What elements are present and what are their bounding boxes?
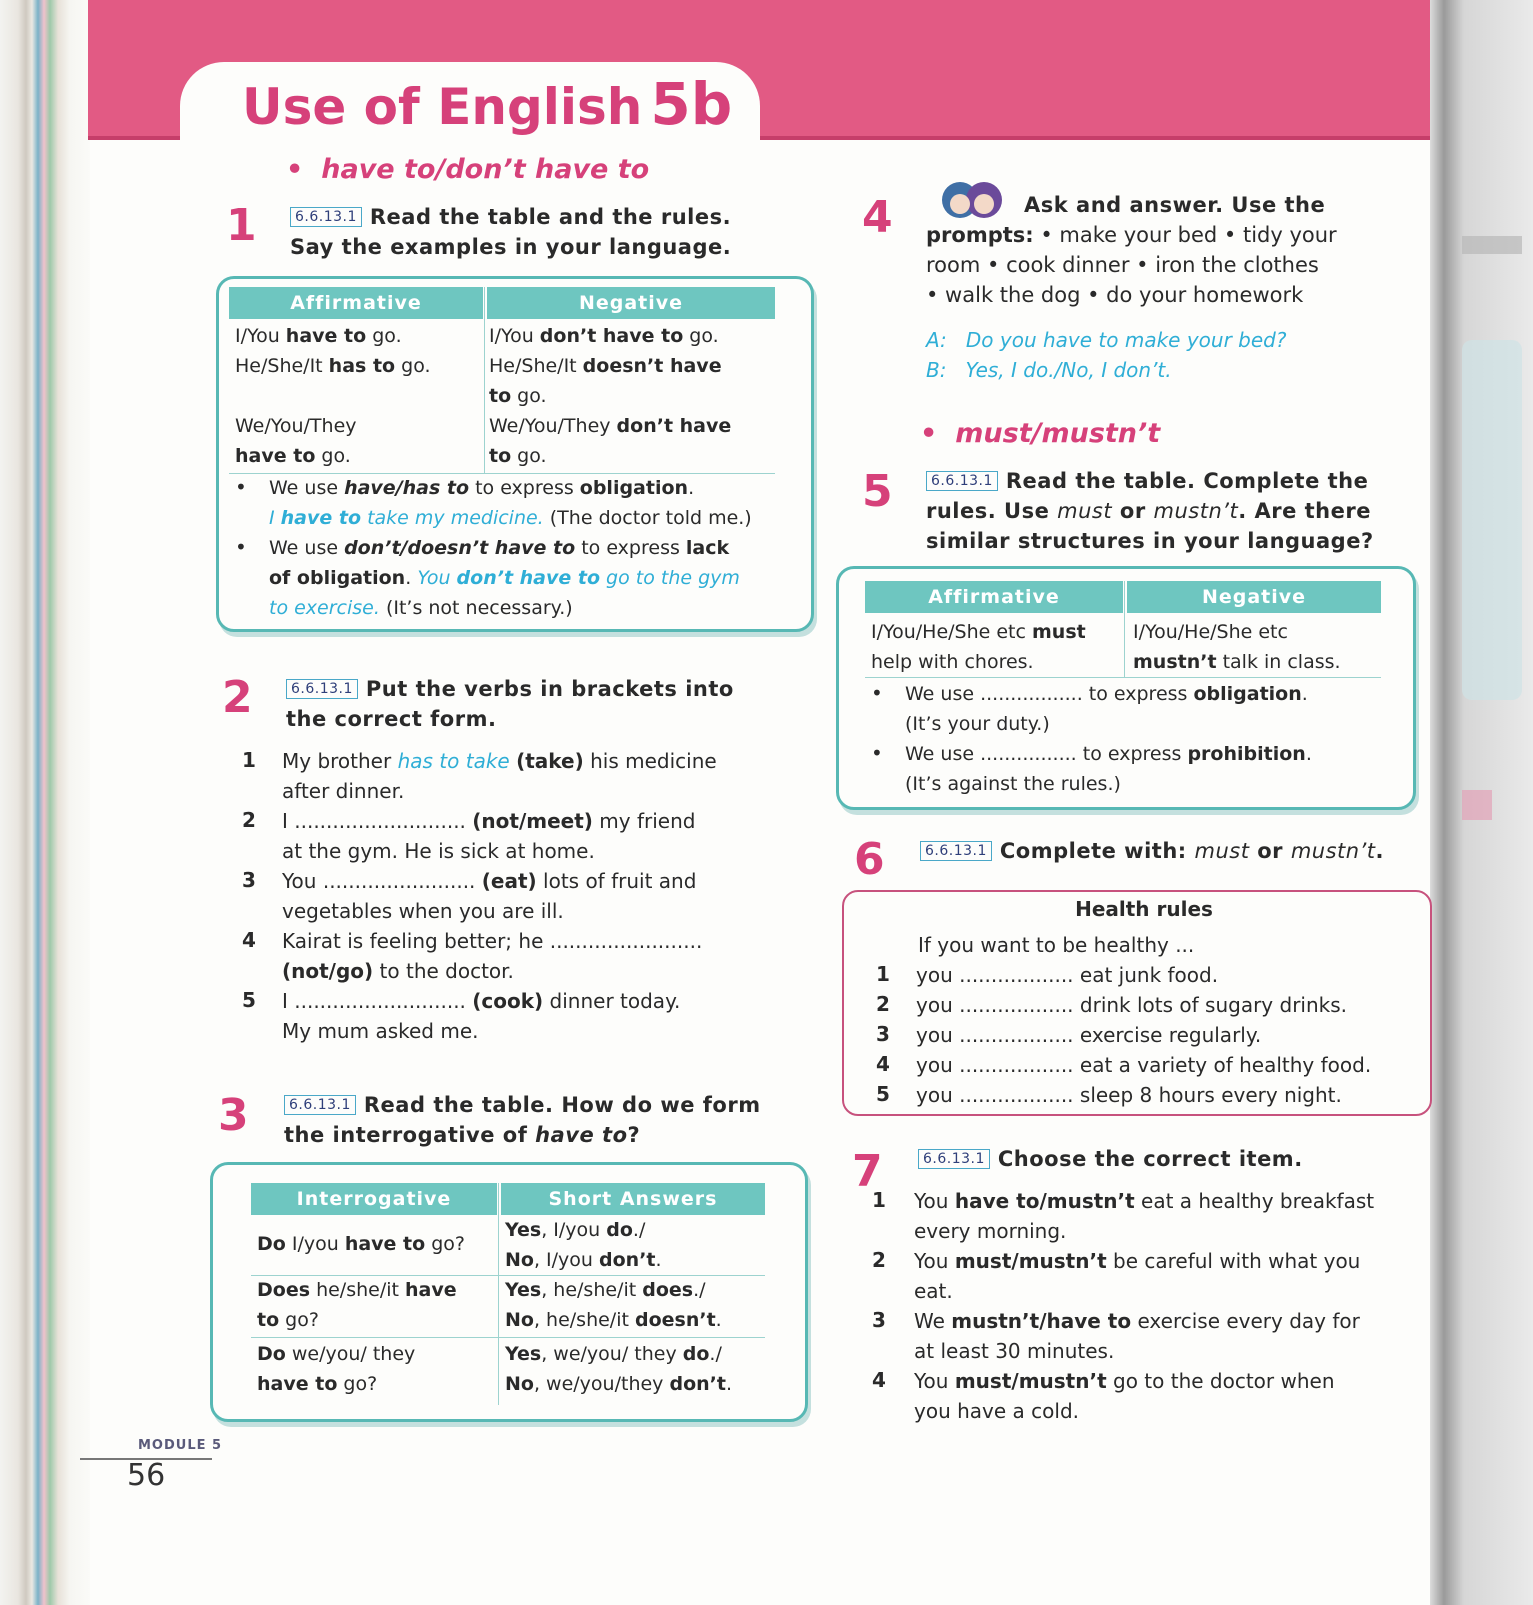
exercise-number: 7 xyxy=(852,1146,883,1197)
text-span: , I/you xyxy=(541,1219,607,1241)
text-span: I xyxy=(269,507,281,529)
column-header: Affirmative xyxy=(865,581,1123,613)
table-cell xyxy=(257,1339,415,1399)
text-span: . xyxy=(688,477,695,499)
instruction-line: the correct form. xyxy=(286,707,497,731)
text-span: , we/you/they xyxy=(533,1373,670,1395)
instruction-line: Read the table. How do we form xyxy=(363,1093,761,1117)
column-divider xyxy=(484,287,485,473)
column-header: Negative xyxy=(1127,581,1381,613)
curriculum-code: 6.6.13.1 xyxy=(918,1149,990,1169)
item-number: 3 xyxy=(242,868,256,892)
text-span: We/You/They xyxy=(489,415,617,437)
text-span: go? xyxy=(337,1373,378,1395)
text-span xyxy=(974,194,994,214)
rule-text xyxy=(905,739,1312,799)
text-span: I/You/He/She etc xyxy=(1133,621,1288,643)
text-span: mustn’t xyxy=(1153,499,1239,523)
item-text: every morning. xyxy=(914,1219,1067,1243)
text-span: mustn’t xyxy=(1133,651,1217,673)
list-item xyxy=(282,866,792,926)
text-span: A: xyxy=(926,328,947,352)
item-text: you have a cold. xyxy=(914,1399,1079,1423)
text-span: I/You xyxy=(489,325,540,347)
text-span xyxy=(344,477,469,499)
choice-options: mustn’t/have to xyxy=(951,1309,1132,1333)
title-number: 5b xyxy=(650,70,733,138)
box-intro: If you want to be healthy ... xyxy=(918,933,1195,957)
item-text: My mum asked me. xyxy=(282,1019,479,1043)
exercise-number: 6 xyxy=(854,834,885,885)
item-text: I ........................... xyxy=(282,989,473,1013)
grammar-box xyxy=(210,1162,808,1422)
text-span: rules. Use xyxy=(926,499,1058,523)
text-span: have to xyxy=(235,445,316,467)
item-text: We xyxy=(914,1309,952,1333)
text-span: take my medicine. xyxy=(361,507,544,529)
text-span: No xyxy=(505,1373,534,1395)
text-span: We use ................. to express xyxy=(905,683,1194,705)
column-header: Interrogative xyxy=(251,1183,497,1215)
list-item: you .................. exercise regularly. xyxy=(916,1023,1262,1047)
text-span: or xyxy=(1112,499,1154,523)
table-cell xyxy=(1133,617,1341,677)
text-span: Does xyxy=(257,1279,311,1301)
dialogue-line xyxy=(926,355,1172,385)
text-span: prohibition xyxy=(1187,743,1306,765)
text-span: help with chores. xyxy=(871,651,1034,673)
text-span: do xyxy=(606,1219,633,1241)
grammar-box xyxy=(216,276,814,632)
text-span: Do xyxy=(257,1343,286,1365)
text-span: , we/you/ they xyxy=(541,1343,683,1365)
table-cell xyxy=(235,351,431,381)
item-text: You ........................ xyxy=(282,869,482,893)
text-span: Yes xyxy=(505,1343,542,1365)
text-span: (It’s your duty.) xyxy=(905,713,1050,735)
page-edge xyxy=(0,0,90,1605)
text-span: , he/she/it xyxy=(533,1309,635,1331)
text-span: he/she/it xyxy=(310,1279,406,1301)
table-cell xyxy=(489,321,719,351)
text-span: we/you/ they xyxy=(285,1343,416,1365)
text-span: or xyxy=(1249,839,1291,863)
item-text: to the doctor. xyxy=(373,959,514,983)
item-number: 1 xyxy=(876,962,890,986)
text-span: obligation xyxy=(1193,683,1302,705)
text-span: We use ................ to express xyxy=(905,743,1188,765)
item-text: I ........................... xyxy=(282,809,473,833)
dialogue-line xyxy=(926,325,1286,355)
text-span: B: xyxy=(926,358,947,382)
text-span: don’t have to xyxy=(456,567,601,589)
text-span: Yes xyxy=(505,1219,542,1241)
text-span: go. xyxy=(683,325,719,347)
text-span: have to xyxy=(285,325,367,347)
choice-options: have to/mustn’t xyxy=(954,1189,1135,1213)
bullet-icon: • xyxy=(871,741,883,765)
text-span: to xyxy=(257,1309,280,1331)
text-span: He/She/It xyxy=(489,355,583,377)
exercise-instruction xyxy=(290,202,731,262)
text-span: Yes, I do./No, I don’t. xyxy=(965,358,1172,382)
row-divider xyxy=(865,677,1381,678)
rule-text xyxy=(269,473,779,533)
text-span: Do xyxy=(257,1233,286,1255)
text-span: . Are there xyxy=(1238,499,1371,523)
bullet-icon: • xyxy=(286,154,304,185)
text-span: doesn’t xyxy=(634,1309,716,1331)
exercise-instruction: Ask and answer. Use the xyxy=(1024,193,1326,217)
text-span: , he/she/it xyxy=(541,1279,643,1301)
text-span: (The doctor told me.) xyxy=(543,507,752,529)
text-span: (It’s not necessary.) xyxy=(379,597,573,619)
table-cell xyxy=(257,1229,465,1259)
spine-mark xyxy=(1462,340,1522,700)
text-span: (It’s against the rules.) xyxy=(905,773,1121,795)
text-span: to express xyxy=(575,537,686,559)
exercise-instruction xyxy=(284,1090,761,1150)
list-item xyxy=(914,1246,1430,1306)
text-span: doesn’t have xyxy=(582,355,722,377)
table-cell xyxy=(257,1275,457,1335)
instruction-line: Say the examples in your language. xyxy=(290,235,732,259)
spine-mark xyxy=(1462,236,1522,254)
text-span: I/you xyxy=(285,1233,345,1255)
item-text: at least 30 minutes. xyxy=(914,1339,1115,1363)
rule-text xyxy=(269,533,779,623)
curriculum-code: 6.6.13.1 xyxy=(284,1095,356,1115)
text-span: go. xyxy=(511,445,547,467)
list-item: you .................. eat a variety of healthy food. xyxy=(916,1053,1372,1077)
item-number: 4 xyxy=(242,928,256,952)
text-span: I/You/He/She etc xyxy=(871,621,1032,643)
table-cell xyxy=(235,411,357,471)
bullet-icon: • xyxy=(920,418,938,449)
list-item xyxy=(914,1186,1430,1246)
bullet-icon: • xyxy=(871,681,883,705)
text-span: Do you have to make your bed? xyxy=(965,328,1287,352)
item-text: be careful with what you xyxy=(1106,1249,1361,1273)
text-span: We/You/They xyxy=(235,415,357,437)
choice-options: must/mustn’t xyxy=(954,1249,1107,1273)
item-text: his medicine xyxy=(583,749,717,773)
text-span: does xyxy=(642,1279,694,1301)
module-label: MODULE 5 xyxy=(138,1438,223,1453)
choice-options: must/mustn’t xyxy=(954,1369,1107,1393)
item-number: 1 xyxy=(872,1188,886,1212)
verb-prompt: (cook) xyxy=(472,989,544,1013)
text-span: He/She/It xyxy=(235,355,329,377)
text-span: Read the table. Complete the xyxy=(1005,469,1369,493)
item-text: eat. xyxy=(914,1279,953,1303)
list-item: you .................. sleep 8 hours every night. xyxy=(916,1083,1342,1107)
list-item xyxy=(282,986,792,1046)
exercise-number: 4 xyxy=(862,192,893,243)
exercise-number: 5 xyxy=(862,466,893,517)
health-rules-box xyxy=(842,890,1432,1116)
item-text: You xyxy=(914,1249,955,1273)
list-item xyxy=(282,806,792,866)
section-label: must/mustn’t xyxy=(955,418,1161,449)
section-heading-have-to xyxy=(286,154,649,185)
text-span: lack xyxy=(685,537,730,559)
spine-mark xyxy=(1462,790,1492,820)
exercise-instruction xyxy=(918,1144,1303,1174)
item-text: vegetables when you are ill. xyxy=(282,899,564,923)
text-span: to exercise. xyxy=(269,597,380,619)
column-header: Short Answers xyxy=(501,1183,765,1215)
text-span: must xyxy=(1057,499,1113,523)
text-span: Complete with: xyxy=(999,839,1195,863)
table-cell xyxy=(505,1339,732,1399)
verb-prompt: (take) xyxy=(516,749,584,773)
item-text: eat a healthy breakfast xyxy=(1134,1189,1375,1213)
text-span: prompts: xyxy=(926,223,1034,247)
text-span: don’t have to xyxy=(539,325,684,347)
text-span: have to xyxy=(344,1233,426,1255)
text-span: similar structures in your language? xyxy=(926,529,1374,553)
list-item: you .................. drink lots of sugary drinks. xyxy=(916,993,1348,1017)
text-span: No xyxy=(505,1249,534,1271)
text-span: go. xyxy=(511,385,547,407)
text-span: . xyxy=(715,1309,722,1331)
table-cell xyxy=(489,351,722,411)
grammar-box xyxy=(836,566,1416,810)
text-span: ./ xyxy=(693,1279,706,1301)
text-span: We use xyxy=(269,537,345,559)
table-cell xyxy=(489,411,731,471)
exercise-instruction xyxy=(926,466,1374,556)
column-header: Negative xyxy=(487,287,775,319)
prompts-text xyxy=(926,220,1406,310)
answer-example: has to take xyxy=(397,749,510,773)
text-span: the interrogative of xyxy=(284,1123,536,1147)
text-span: You xyxy=(417,567,457,589)
table-cell xyxy=(235,321,402,351)
text-span: . xyxy=(1305,743,1312,765)
instruction-line: Read the table and the rules. xyxy=(369,205,732,229)
item-text: go to the doctor when xyxy=(1106,1369,1335,1393)
item-number: 2 xyxy=(876,992,890,1016)
text-span: ./ xyxy=(709,1343,722,1365)
text-span: have to xyxy=(535,1123,628,1147)
curriculum-code: 6.6.13.1 xyxy=(286,679,358,699)
column-divider xyxy=(498,1183,499,1405)
pair-work-icon xyxy=(934,176,1010,222)
text-span: have xyxy=(405,1279,457,1301)
text-span: go. xyxy=(315,445,351,467)
text-span: go. xyxy=(366,325,402,347)
text-span: ? xyxy=(627,1123,641,1147)
bullet-icon: • xyxy=(235,475,247,499)
list-item: you .................. eat junk food. xyxy=(916,963,1219,987)
item-text: lots of fruit and xyxy=(536,869,697,893)
section-label: have to/don’t have to xyxy=(321,154,650,185)
text-span: • make your bed • tidy your xyxy=(1033,223,1337,247)
curriculum-code: 6.6.13.1 xyxy=(920,841,992,861)
column-divider xyxy=(1124,581,1125,677)
text-span: go? xyxy=(425,1233,466,1255)
text-span: have/has to xyxy=(344,477,470,499)
column-header: Affirmative xyxy=(229,287,483,319)
text-span: must xyxy=(1194,839,1250,863)
item-number: 5 xyxy=(876,1082,890,1106)
text-span xyxy=(344,537,575,559)
item-text: after dinner. xyxy=(282,779,405,803)
text-span: ./ xyxy=(632,1219,646,1241)
table-cell xyxy=(871,617,1086,677)
text-span: don’t have xyxy=(616,415,732,437)
table-cell xyxy=(505,1275,722,1335)
title-text: Use of English xyxy=(242,78,643,136)
item-text: My brother xyxy=(282,749,398,773)
exercise-number: 2 xyxy=(222,672,253,723)
table-cell xyxy=(505,1215,662,1275)
item-text: Kairat is feeling better; he ........................ xyxy=(282,929,703,953)
list-item xyxy=(914,1306,1430,1366)
text-span: go. xyxy=(395,355,431,377)
text-span: must xyxy=(1032,621,1086,643)
text-span: go to the gym xyxy=(600,567,740,589)
rule-text xyxy=(905,679,1308,739)
text-span: talk in class. xyxy=(1216,651,1341,673)
text-span: , I/you xyxy=(533,1249,600,1271)
list-item xyxy=(914,1366,1430,1426)
text-span: have to xyxy=(280,507,362,529)
page-number: 56 xyxy=(127,1458,166,1493)
item-text: You xyxy=(914,1369,955,1393)
text-span: • walk the dog • do your homework xyxy=(926,283,1304,307)
text-span: mustn’t xyxy=(1290,839,1376,863)
text-span: I/You xyxy=(235,325,286,347)
verb-prompt: (eat) xyxy=(481,869,537,893)
item-text: exercise every day for xyxy=(1131,1309,1360,1333)
item-text: dinner today. xyxy=(543,989,681,1013)
text-span: . xyxy=(1375,839,1384,863)
verb-prompt: (not/go) xyxy=(282,959,374,983)
page-title xyxy=(242,70,732,138)
item-number: 3 xyxy=(876,1022,890,1046)
text-span: don’t xyxy=(599,1249,656,1271)
curriculum-code: 6.6.13.1 xyxy=(926,471,998,491)
item-text: at the gym. He is sick at home. xyxy=(282,839,595,863)
text-span: has to xyxy=(328,355,396,377)
item-number: 2 xyxy=(242,808,256,832)
text-span xyxy=(950,194,970,214)
text-span: obligation xyxy=(579,477,689,499)
curriculum-code: 6.6.13.1 xyxy=(290,207,362,227)
exercise-instruction xyxy=(920,836,1384,866)
text-span: to xyxy=(489,385,512,407)
text-span: do xyxy=(682,1343,710,1365)
row-divider xyxy=(251,1337,765,1338)
verb-prompt: (not/meet) xyxy=(472,809,593,833)
text-span: No xyxy=(505,1309,534,1331)
text-span: We use xyxy=(269,477,345,499)
item-number: 2 xyxy=(872,1248,886,1272)
item-text: my friend xyxy=(592,809,696,833)
list-item xyxy=(282,746,792,806)
text-span: . xyxy=(1301,683,1308,705)
box-title: Health rules xyxy=(1075,897,1213,921)
item-number: 5 xyxy=(242,988,256,1012)
text-span: of obligation xyxy=(269,567,406,589)
item-number: 1 xyxy=(242,748,256,772)
list-item xyxy=(282,926,792,986)
text-span: don’t/doesn’t have to xyxy=(344,537,576,559)
text-span: . xyxy=(405,567,418,589)
text-span: to express xyxy=(469,477,580,499)
exercise-number: 3 xyxy=(218,1090,249,1141)
text-span: . xyxy=(725,1373,732,1395)
exercise-instruction xyxy=(286,674,734,734)
text-span: to xyxy=(489,445,512,467)
bullet-icon: • xyxy=(235,535,247,559)
text-span: don’t xyxy=(669,1373,726,1395)
text-span: Yes xyxy=(505,1279,542,1301)
text-span: . xyxy=(655,1249,662,1271)
item-number: 3 xyxy=(872,1308,886,1332)
text-span: have to xyxy=(257,1373,338,1395)
item-number: 4 xyxy=(876,1052,890,1076)
instruction-line: Put the verbs in brackets into xyxy=(365,677,734,701)
text-span: go? xyxy=(279,1309,319,1331)
section-heading-must xyxy=(920,418,1160,449)
text-span: Choose the correct item. xyxy=(997,1147,1303,1171)
item-number: 4 xyxy=(872,1368,886,1392)
exercise-number: 1 xyxy=(226,200,257,251)
item-text: You xyxy=(914,1189,955,1213)
text-span: room • cook dinner • iron the clothes xyxy=(926,253,1319,277)
